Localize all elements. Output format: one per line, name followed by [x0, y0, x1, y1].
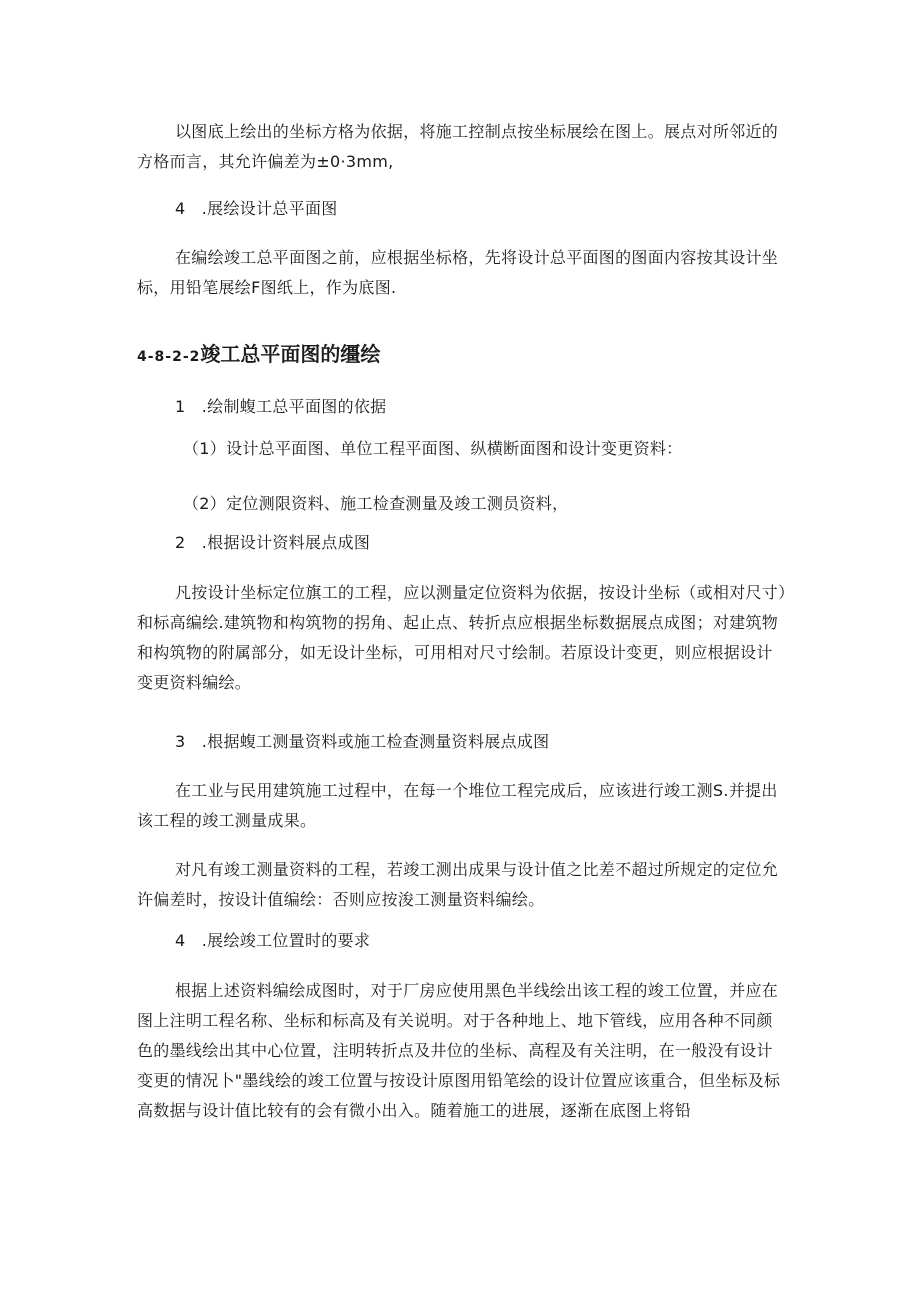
list-item-3-survey-data: 3 .根据蝮工测量资料或施工检查测量资料展点成图: [175, 732, 550, 751]
list-item-4-design-plan: 4 .展绘设计总平面图: [175, 199, 338, 218]
section-heading: [137, 337, 787, 374]
list-item-2-design-data: 2 .根据设计资料展点成图: [175, 533, 371, 552]
section-title: 竣工总平面图的缰绘: [200, 342, 381, 366]
list-item-1-basis: 1 .绘制蝮工总平面图的依据: [175, 397, 387, 416]
paragraph-design-coordinates: 凡按设计坐标定位旗工的工程，应以测量定位资料为依据，按设计坐标（或相对尺寸）和标高编绘.建筑物和构筑物的拐角、起止点、转折点应根据坐标数据展点成图；对建筑物和构筑物的附属部分，如无设计坐标，可用相对尺寸绘制。若原设计变更，则应根据设计变更资料编绘。: [137, 583, 787, 692]
section-number: 4-8-2-2: [137, 349, 201, 365]
paragraph-completion-survey: 在工业与民用建筑施工过程中，在每一个堆位工程完成后，应该进行竣工测S.并提出该工程的竣工测量成果。: [137, 781, 778, 830]
paragraph-base-drawing: 在编绘竣工总平面图之前，应根据坐标格，先将设计总平面图的图面内容按其设计坐标，用铅笔展绘F图纸上，作为底图.: [137, 248, 779, 297]
paragraph-coordinate-grid: 以图底上绘出的坐标方格为依据，将施工控制点按坐标展绘在图上。展点对所邻近的方格而言，其允许偏差为±0·3mm,: [137, 122, 779, 171]
sub-item-1: （1）设计总平面图、单位工程平面图、纵横断面图和设计变更资料：: [183, 439, 683, 458]
list-item-4-requirements: 4 .展绘竣工位置时的要求: [175, 931, 371, 950]
sub-item-2: （2）定位测限资料、施工检查测量及竣工测员资料，: [183, 494, 569, 513]
paragraph-tolerance: 对凡有竣工测量资料的工程，若竣工测出成果与设计值之比差不超过所规定的定位允许偏差时，按设计值编绘：否则应按浚工测量资料编绘。: [137, 860, 779, 909]
paragraph-drawing-requirements: 根据上述资料编绘成图时，对于厂房应使用黑色半线绘出该工程的竣工位置，并应在图上注明工程名称、坐标和标高及有关说明。对于各种地上、地下管线，应用各种不同颜色的墨线绘出其中心位置，注明转折点及井位的坐标、高程及有关注明，在一般没有设计变更的情况卜"墨线绘的竣工位置与按设计原图用铅笔绘的设计位置应该重合，但坐标及标高数据与设计值比较有的会有微小出入。随着施工的进展，逐渐在底图上将铅: [137, 981, 781, 1120]
